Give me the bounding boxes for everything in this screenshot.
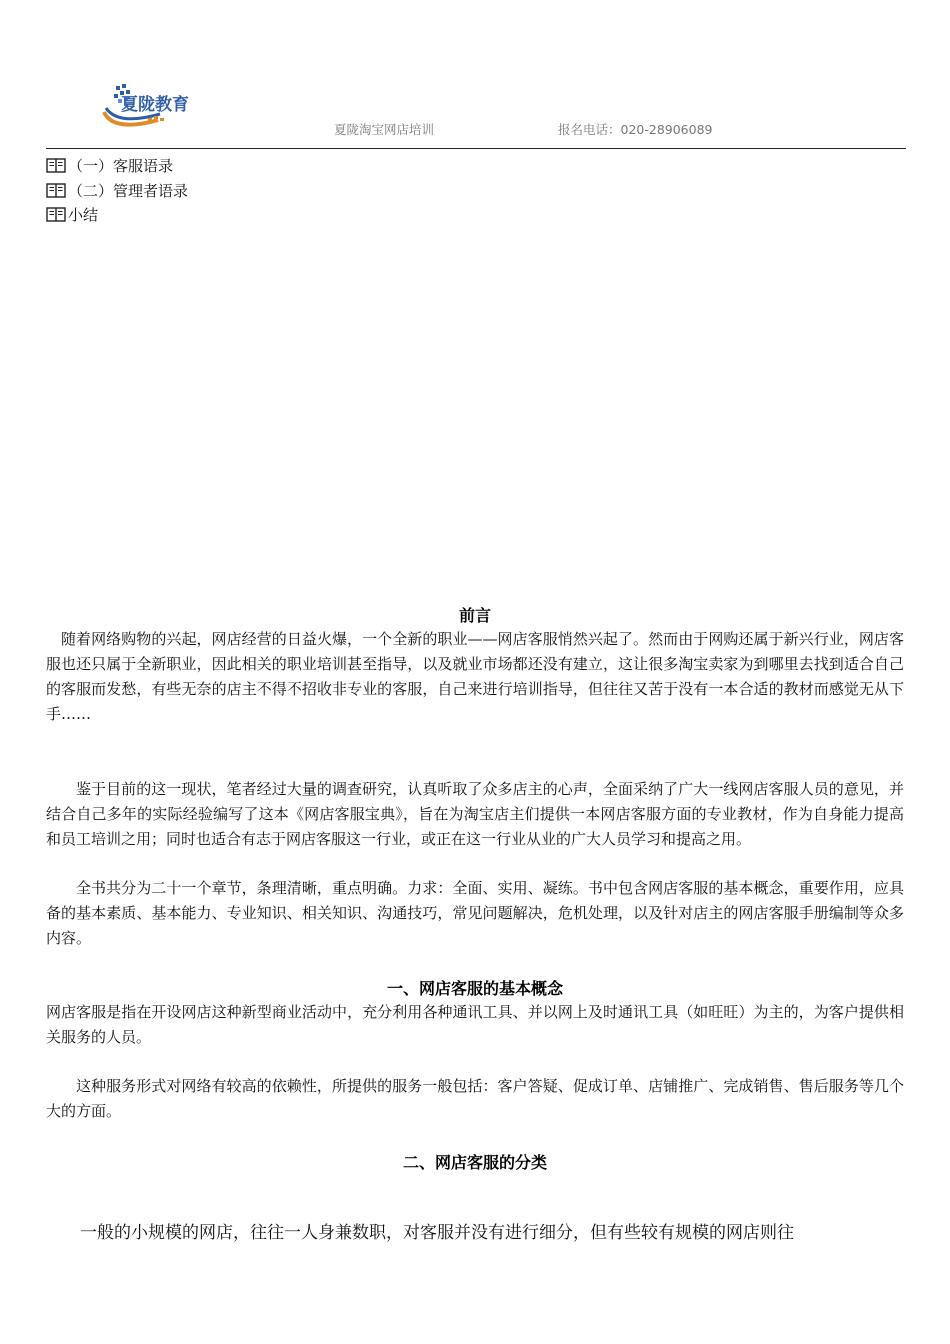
section-paragraph: 网店客服是指在开设网店这种新型商业活动中，充分利用各种通讯工具、并以网上及时通讯工具（如旺旺）为主的，为客户提供相关服务的人员。 bbox=[46, 1003, 904, 1046]
toc-item[interactable] bbox=[46, 203, 188, 228]
toc-item[interactable] bbox=[46, 179, 188, 204]
header-course-name: 夏陇淘宝网店培训 bbox=[334, 122, 435, 137]
book-icon bbox=[46, 207, 66, 223]
header-phone: 报名电话：020-28906089 bbox=[558, 122, 713, 137]
toc-label: （一）客服语录 bbox=[68, 157, 174, 175]
preface-paragraph: 全书共分为二十一个章节，条理清晰，重点明确。力求：全面、实用、凝练。书中包含网店客服的基本概念，重要作用，应具备的基本素质、基本能力、专业知识、相关知识、沟通技巧，常见问题解决，危机处理，以及针对店主的网店客服手册编制等众多内容。 bbox=[46, 879, 904, 947]
page-header bbox=[0, 0, 950, 152]
toc-label: 小结 bbox=[68, 206, 99, 224]
section-title: 一、网店客服的基本概念 bbox=[386, 979, 563, 998]
section-title: 二、网店客服的分类 bbox=[402, 1153, 547, 1172]
book-icon bbox=[46, 158, 66, 174]
header-divider bbox=[46, 148, 906, 149]
book-icon bbox=[46, 183, 66, 199]
section-paragraph: 一般的小规模的网店，往往一人身兼数职，对客服并没有进行细分，但有些较有规模的网店则往 bbox=[80, 1223, 794, 1243]
section-paragraph: 这种服务形式对网络有较高的依赖性，所提供的服务一般包括：客户答疑、促成订单、店铺推广、完成销售、售后服务等几个大的方面。 bbox=[46, 1077, 904, 1120]
preface-paragraph: 随着网络购物的兴起，网店经营的日益火爆，一个全新的职业——网店客服悄然兴起了。然而由于网购还属于新兴行业，网店客服也还只属于全新职业，因此相关的职业培训甚至指导，以及就业市场都还没有建立，这让很多淘宝卖家为到哪里去找到适合自己的客服而发愁，有些无奈的店主不得不招收非专业的客服，自己来进行培训指导，但往往又苦于没有一本合适的教材而感觉无从下手…… bbox=[46, 630, 904, 723]
preface-paragraph: 鉴于目前的这一现状，笔者经过大量的调查研究，认真听取了众多店主的心声，全面采纳了广大一线网店客服人员的意见，并结合自己多年的实际经验编写了这本《网店客服宝典》，旨在为淘宝店主们提供一本网店客服方面的专业教材，作为自身能力提高和员工培训之用；同时也适合有志于网店客服这一行业，或正在这一行业从业的广大人员学习和提高之用。 bbox=[46, 780, 904, 848]
toc-label: （二）管理者语录 bbox=[68, 181, 189, 200]
toc-item[interactable] bbox=[46, 154, 188, 179]
logo-text: 夏陇教育 bbox=[121, 95, 189, 115]
preface-title: 前言 bbox=[458, 606, 491, 625]
table-of-contents bbox=[46, 154, 188, 228]
